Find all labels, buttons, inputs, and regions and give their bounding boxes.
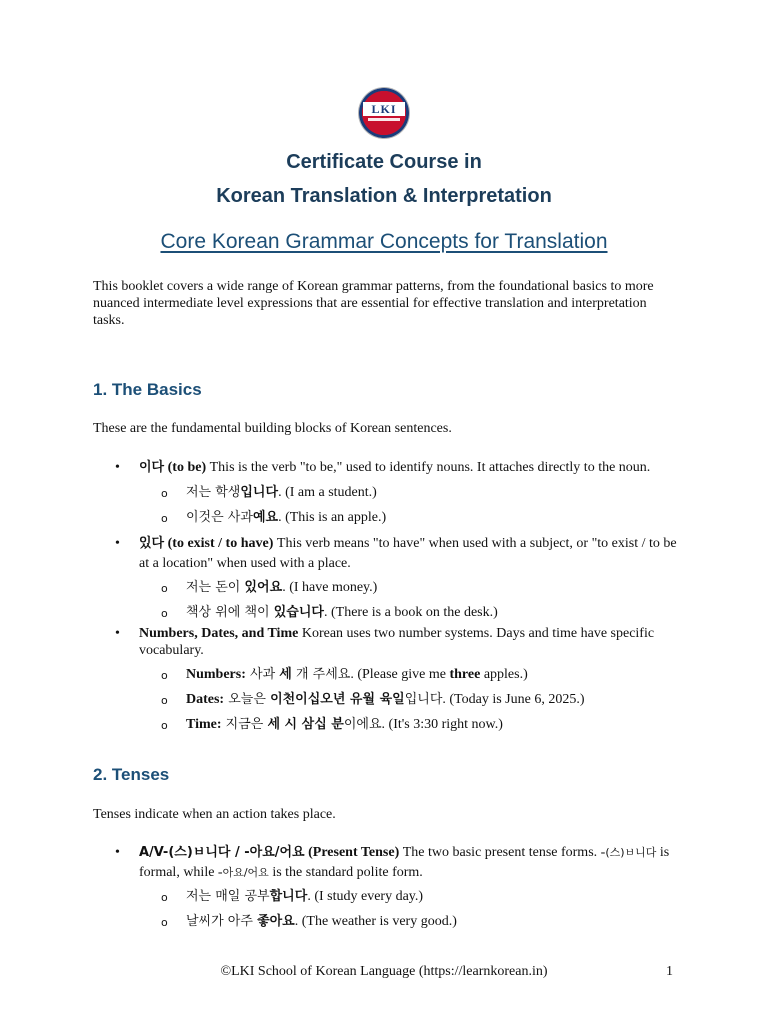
list-item-itda xyxy=(93,534,678,574)
logo-text: LKI xyxy=(363,102,405,116)
tenses-list xyxy=(93,843,678,934)
circle-bullet-icon: o xyxy=(161,694,168,707)
example-item: o 날씨가 아주 좋아요. (The weather is very good.) xyxy=(93,909,678,934)
circle-bullet-icon: o xyxy=(161,487,168,500)
term-gloss: (to exist / to have) xyxy=(167,536,274,551)
document-subtitle: Core Korean Grammar Concepts for Translation xyxy=(160,230,608,253)
circle-bullet-icon: o xyxy=(161,719,168,732)
example-item: o 책상 위에 책이 있습니다. (There is a book on the desk.) xyxy=(93,600,678,625)
circle-bullet-icon: o xyxy=(161,512,168,525)
term: 이다 xyxy=(139,460,165,475)
bullet-icon: • xyxy=(115,845,120,860)
example-item: o 저는 학생입니다. (I am a student.) xyxy=(93,480,678,505)
item-text: Korean uses two number systems. Days and time have specific vocabulary. xyxy=(139,626,655,658)
section-description-basics: These are the fundamental building blocks of Korean sentences. xyxy=(93,421,452,436)
term-gloss: (Present Tense) xyxy=(308,845,400,860)
logo-stripe xyxy=(368,118,400,121)
example-item: o Time: 지금은 세 시 삼십 분이에요. (It's 3:30 right now.) xyxy=(93,712,678,737)
logo-area xyxy=(0,88,768,143)
basics-list xyxy=(93,458,678,737)
term-gloss: (to be) xyxy=(167,460,207,475)
list-item-ida xyxy=(93,458,678,478)
intro-paragraph: This booklet covers a wide range of Korean grammar patterns, from the foundational basics to more nuanced intermediate level expressions that are essential for effective translation and interpretation tasks. xyxy=(93,279,654,328)
term: 있다 xyxy=(139,536,165,551)
bullet-icon: • xyxy=(115,626,120,641)
section-heading-basics: 1. The Basics xyxy=(93,380,202,399)
circle-bullet-icon: o xyxy=(161,607,168,620)
example-item: o 저는 돈이 있어요. (I have money.) xyxy=(93,575,678,600)
course-title-line1: Certificate Course in xyxy=(286,151,482,173)
list-item-numbers xyxy=(93,625,678,659)
lki-logo xyxy=(359,88,409,138)
section-heading-tenses: 2. Tenses xyxy=(93,765,170,784)
term: Numbers, Dates, and Time xyxy=(139,626,299,641)
bullet-icon: • xyxy=(115,460,120,475)
section-description-tenses: Tenses indicate when an action takes place. xyxy=(93,807,336,822)
list-item-present-tense: • A/V-(스)ㅂ니다 / -아요/어요 (Present Tense) The two basic present tense forms. -(스)ㅂ니다 is formal, while -아요/어요 is the standard polite form. xyxy=(115,845,670,880)
footer-text: ©LKI School of Korean Language (https://learnkorean.in) xyxy=(220,964,548,979)
circle-bullet-icon: o xyxy=(161,582,168,595)
example-item: o Numbers: 사과 세 개 주세요. (Please give me three apples.) xyxy=(93,662,678,687)
circle-bullet-icon: o xyxy=(161,669,168,682)
item-text: This is the verb "to be," used to identify nouns. It attaches directly to the noun. xyxy=(206,460,651,475)
page-number: 1 xyxy=(666,964,673,979)
example-item: o 저는 매일 공부합니다. (I study every day.) xyxy=(93,884,678,909)
circle-bullet-icon: o xyxy=(161,891,168,904)
course-title xyxy=(0,145,768,213)
item-text: This verb means "to have" when used with a subject, or "to exist / to be at a location" when used with a place. xyxy=(139,536,677,571)
example-item: o Dates: 오늘은 이천이십오년 유월 육일입니다. (Today is June 6, 2025.) xyxy=(93,687,678,712)
bullet-icon: • xyxy=(115,536,120,551)
circle-bullet-icon: o xyxy=(161,916,168,929)
course-title-line2: Korean Translation & Interpretation xyxy=(216,185,552,207)
term: A/V-(스)ㅂ니다 / -아요/어요 xyxy=(139,845,305,860)
example-item: o 이것은 사과예요. (This is an apple.) xyxy=(93,505,678,530)
